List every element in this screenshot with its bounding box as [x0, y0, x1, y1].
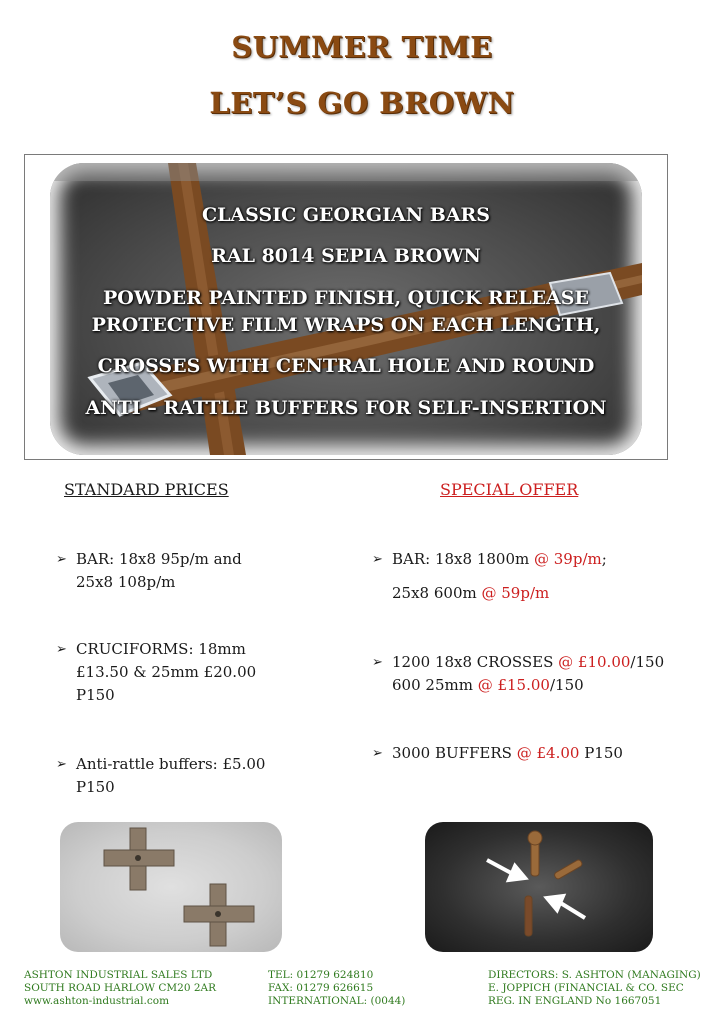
arrowhead-bullet-icon: ➢	[372, 552, 383, 567]
standard-prices-heading: STANDARD PRICES	[64, 480, 229, 499]
list-item-standard-bar: ➢ BAR: 18x8 95p/m and 25x8 108p/m	[56, 550, 242, 591]
cruciform-crosses-illustration	[60, 822, 282, 952]
list-item-offer-buffers: ➢ 3000 BUFFERS @ £4.00 P150	[392, 742, 623, 765]
hero-line-2: RAL 8014 SEPIA BROWN	[211, 245, 481, 267]
footer-directors: DIRECTORS: S. ASHTON (MANAGING) E. JOPPICH (FINANCIAL & CO. SEC REG. IN ENGLAND No 1667051	[488, 969, 701, 1007]
page-title-line2: LET’S GO BROWN	[209, 86, 515, 120]
footer-company-address: ASHTON INDUSTRIAL SALES LTD SOUTH ROAD HARLOW CM20 2AR www.ashton-industrial.com	[24, 969, 217, 1007]
special-offer-heading: SPECIAL OFFER	[440, 480, 579, 499]
hero-line-6: ANTI – RATTLE BUFFERS FOR SELF-INSERTION	[85, 397, 607, 419]
anti-rattle-buffers-illustration	[425, 822, 653, 952]
list-item-offer-bar: ➢ BAR: 18x8 1800m @ 39p/m; 25x8 600m @ 59p/m	[372, 550, 607, 602]
cruciforms-photo	[60, 822, 282, 952]
list-item-standard-buffers: ➢ Anti-rattle buffers: £5.00 P150	[56, 755, 266, 796]
arrowhead-bullet-icon: ➢	[372, 655, 383, 670]
page-title-line1: SUMMER TIME	[231, 30, 493, 64]
list-item-standard-cruciforms: ➢ CRUCIFORMS: 18mm £13.50 & 25mm £20.00 P150	[56, 640, 257, 704]
arrowhead-bullet-icon: ➢	[372, 746, 383, 761]
hero-line-4: PROTECTIVE FILM WRAPS ON EACH LENGTH,	[91, 314, 601, 336]
footer-contact: TEL: 01279 624810 FAX: 01279 626615 INTERNATIONAL: (0044)	[268, 969, 406, 1007]
website-link[interactable]: www.ashton-industrial.com	[24, 995, 170, 1007]
hero-line-3: POWDER PAINTED FINISH, QUICK RELEASE	[102, 287, 589, 309]
hero-line-5: CROSSES WITH CENTRAL HOLE AND ROUND	[97, 355, 595, 377]
arrowhead-bullet-icon: ➢	[56, 642, 67, 657]
buffers-photo	[425, 822, 653, 952]
arrowhead-bullet-icon: ➢	[56, 757, 67, 772]
arrowhead-bullet-icon: ➢	[56, 552, 67, 567]
list-item-offer-crosses: ➢ 1200 18x8 CROSSES @ £10.00/150 600 25mm @ £15.00/150	[372, 653, 665, 694]
hero-line-1: CLASSIC GEORGIAN BARS	[201, 204, 491, 226]
